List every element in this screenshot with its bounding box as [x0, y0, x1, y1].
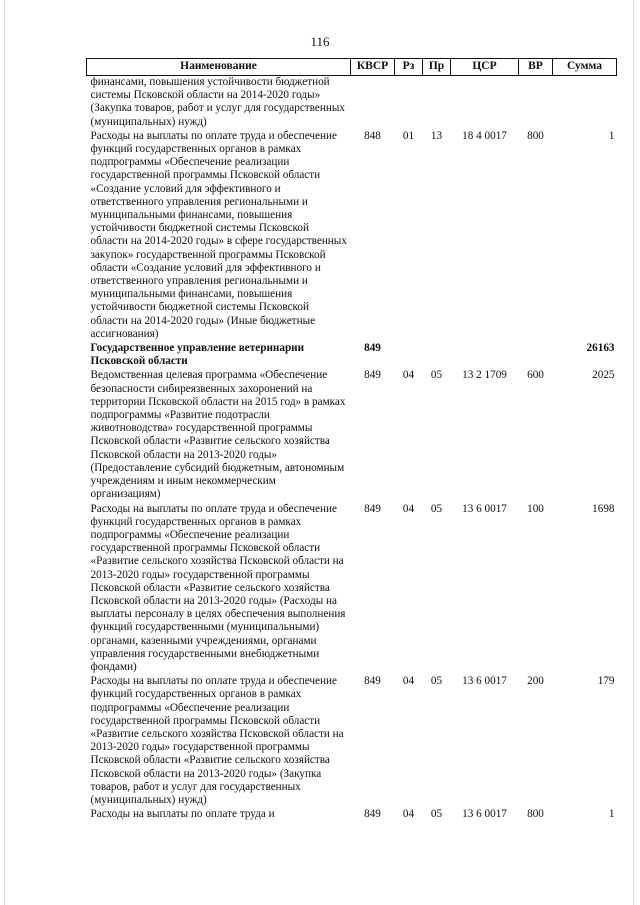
row-vr: 200: [527, 675, 544, 688]
table-row: [87, 675, 617, 808]
row-sum: 1698: [592, 502, 615, 515]
table-row-department: [87, 342, 617, 369]
row-csr: [451, 76, 519, 130]
row-rz: [395, 76, 423, 130]
row-name: Расходы на выплаты по оплате труда и обеспечение функций государственных органов в рамках подпрограммы «Обеспечение реализации государственной программы Псковской области «Развитие сельского хозяйства Псковской области на 2013-2020 годы» государственной программы Псковской области «Развитие сельского хозяйства Псковской области на 2013-2020 годы» (Закупка товаров, работ и услуг для государственных (муниципальных) нужд): [90, 675, 344, 806]
table-row: [87, 808, 617, 822]
header-kvsr: КВСР: [351, 59, 395, 76]
row-kvsr: 849: [364, 808, 381, 821]
row-csr: 13 6 0017: [462, 808, 507, 821]
table-row: [87, 503, 617, 676]
row-name: финансами, повышения устойчивости бюджетной системы Псковской области на 2014-2020 годы» (Закупка товаров, работ и услуг для государственных (муниципальных) нужд): [90, 76, 345, 128]
row-kvsr: 849: [364, 675, 381, 688]
row-pr: [423, 342, 451, 369]
header-rz: Рз: [395, 59, 423, 76]
row-rz: 04: [402, 675, 415, 688]
row-rz: 04: [402, 369, 415, 382]
row-csr: [451, 342, 519, 369]
row-pr: 05: [430, 369, 443, 382]
row-vr: [519, 76, 553, 130]
row-rz: [395, 342, 423, 369]
row-sum: 26163: [586, 342, 615, 355]
row-vr: 100: [527, 502, 544, 515]
row-rz: 04: [402, 808, 415, 821]
row-sum: 2025: [592, 369, 615, 382]
row-sum: [553, 76, 617, 130]
row-pr: 05: [430, 675, 443, 688]
row-name: Ведомственная целевая программа «Обеспечение безопасности сибиреязвенных захоронений на территории Псковской области на 2015 год» в рамках подпрограммы «Развитие подотрасли животноводства» государственной программы Псковской области «Развитие сельского хозяйства Псковской области на 2013-2020 годы» (Предоставление субсидий бюджетным, автономным учреждениям и иным некоммерческим организациям): [90, 369, 346, 501]
row-vr: [519, 342, 553, 369]
row-name: Расходы на выплаты по оплате труда и обеспечение функций государственных органов в рамках подпрограммы «Обеспечение реализации государственной программы Псковской области «Развитие сельского хозяйства Псковской области на 2013-2020 годы» государственной программы Псковской области «Развитие сельского хозяйства Псковской области на 2013-2020 годы» (Расходы на выплаты персоналу в целях обеспечения выполнения функций государственными (муниципальными) органами, казенными учреждениями, органами управления государственными внебюджетными фондами): [90, 502, 346, 673]
row-kvsr: 849: [364, 369, 381, 382]
table-header-row: [87, 59, 617, 76]
scan-edge-left: [4, 0, 5, 905]
page-number: 116: [310, 34, 330, 49]
header-csr: ЦСР: [451, 59, 519, 76]
row-csr: 13 2 1709: [462, 369, 507, 382]
table-row: [87, 369, 617, 502]
row-sum: 179: [597, 675, 615, 688]
row-kvsr: 849: [364, 502, 381, 515]
row-name: Расходы на выплаты по оплате труда и обеспечение функций государственных органов в рамках подпрограммы «Обеспечение реализации государственной программы Псковской области «Создание условий для эффективного и ответственного управления региональными и муниципальными финансами, повышения устойчивости бюджетной системы Псковской области на 2014-2020 годы» в сфере государственных закупок» государственной программы Псковской области «Создание условий для эффективного и ответственного управления региональными и муниципальными финансами, повышения устойчивости бюджетной системы Псковской области на 2014-2020 годы» (Иные бюджетные ассигнования): [90, 129, 347, 340]
row-kvsr: [351, 76, 395, 130]
row-rz: 01: [402, 129, 415, 142]
row-csr: 18 4 0017: [462, 129, 507, 142]
row-pr: [423, 76, 451, 130]
row-rz: 04: [402, 502, 415, 515]
row-pr: 05: [430, 808, 443, 821]
header-pr: Пр: [423, 59, 451, 76]
row-sum: 1: [608, 808, 615, 821]
row-kvsr: 849: [364, 342, 381, 355]
header-sum: Сумма: [553, 59, 617, 76]
row-name: Расходы на выплаты по оплате труда и: [90, 808, 275, 821]
row-vr: 800: [527, 808, 544, 821]
row-kvsr: 848: [364, 129, 381, 142]
row-name: Государственное управление ветеринарии Псковской области: [90, 342, 305, 368]
row-vr: 600: [527, 369, 544, 382]
row-pr: 13: [430, 129, 443, 142]
budget-table: [86, 58, 617, 822]
row-pr: 05: [430, 502, 443, 515]
table-row: [87, 76, 617, 130]
table-row: [87, 130, 617, 342]
row-csr: 13 6 0017: [462, 675, 507, 688]
scan-edge-right: [633, 0, 634, 905]
header-name: Наименование: [87, 59, 351, 76]
row-vr: 800: [527, 129, 544, 142]
row-sum: 1: [608, 129, 615, 142]
header-vr: ВР: [519, 59, 553, 76]
row-csr: 13 6 0017: [462, 502, 507, 515]
